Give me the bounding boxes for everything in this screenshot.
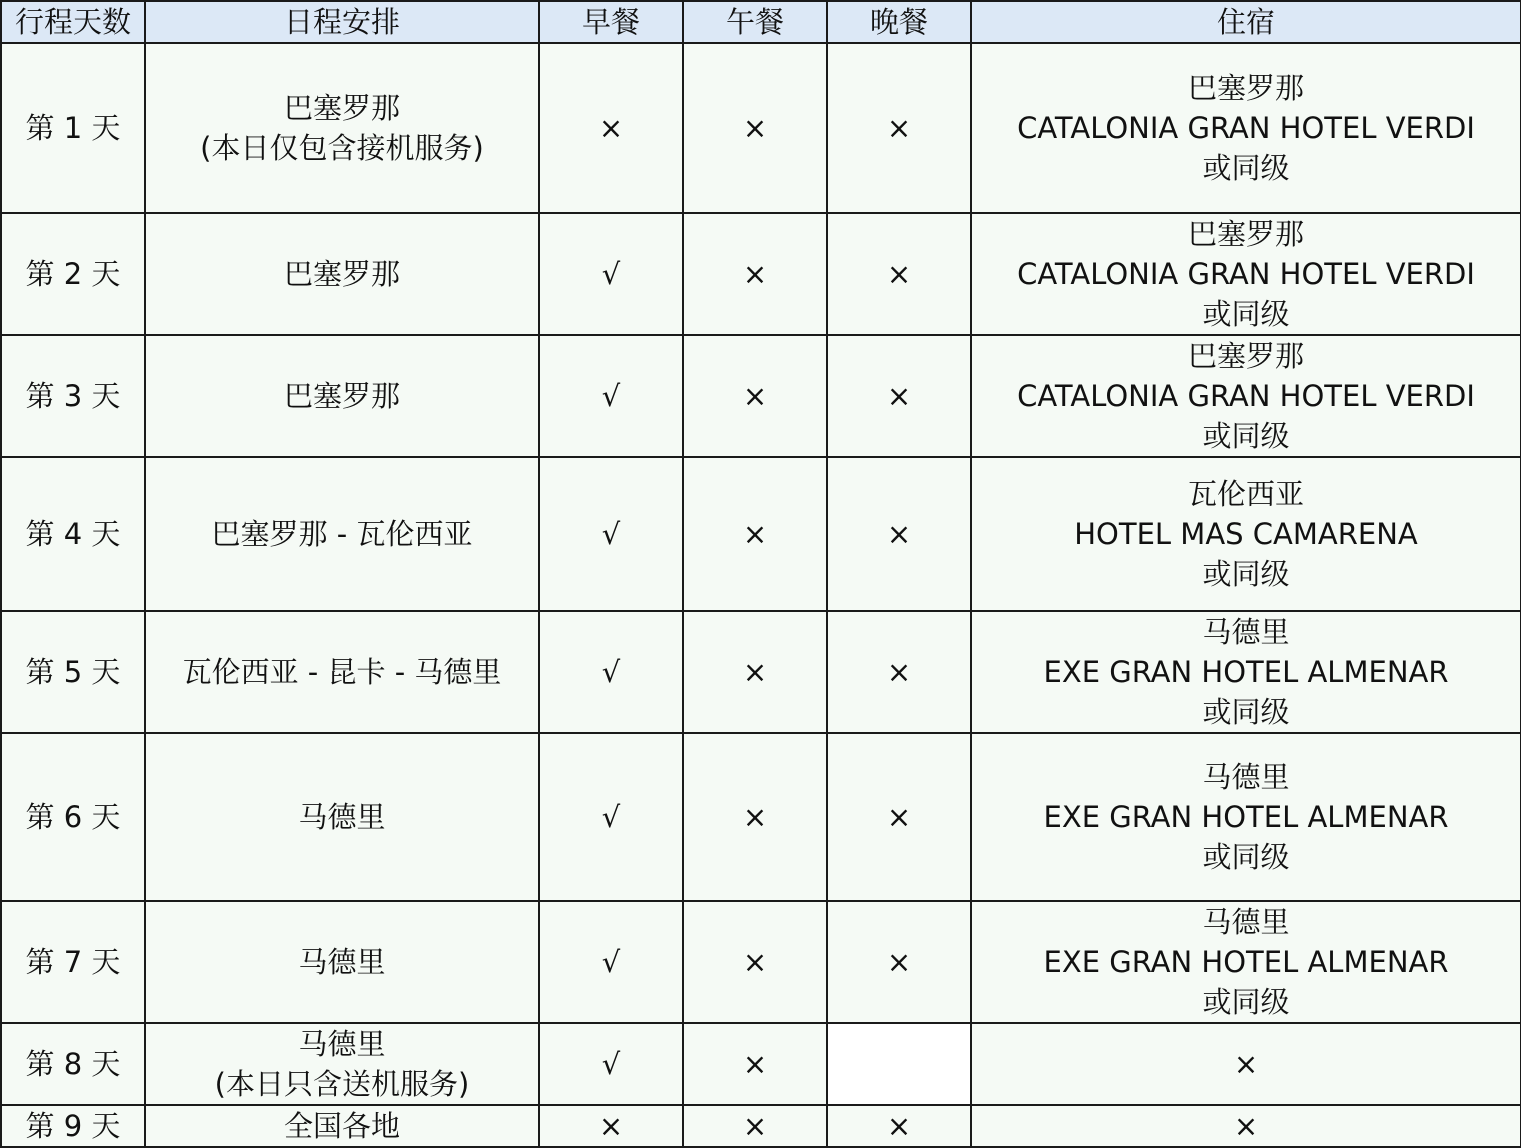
- lunch-cell: ×: [683, 1023, 827, 1105]
- day-cell: 第 5 天: [1, 611, 145, 733]
- hotel-name: HOTEL MAS CAMARENA: [1074, 517, 1418, 551]
- itinerary-cell: [145, 1105, 539, 1147]
- day-cell: 第 9 天: [1, 1105, 145, 1147]
- table-row: [1, 335, 1521, 457]
- itinerary-cell: [145, 457, 539, 611]
- hotel-cell: [971, 611, 1521, 733]
- header-row: [1, 1, 1521, 43]
- breakfast-cell: ×: [539, 43, 683, 213]
- itinerary-line: 巴塞罗那 - 瓦伦西亚: [211, 517, 473, 551]
- dinner-cell: ×: [827, 733, 971, 901]
- itinerary-cell: [145, 43, 539, 213]
- hotel-name: CATALONIA GRAN HOTEL VERDI: [1017, 111, 1475, 145]
- table-row: [1, 457, 1521, 611]
- dinner-cell: ×: [827, 611, 971, 733]
- hotel-note: 或同级: [1202, 695, 1290, 729]
- dinner-cell: ×: [827, 43, 971, 213]
- itinerary-cell: [145, 213, 539, 335]
- day-cell: 第 6 天: [1, 733, 145, 901]
- day-cell: 第 7 天: [1, 901, 145, 1023]
- table-row: [1, 43, 1521, 213]
- itinerary-line: 瓦伦西亚 - 昆卡 - 马德里: [182, 655, 502, 689]
- breakfast-cell: √: [539, 457, 683, 611]
- table-row: [1, 733, 1521, 901]
- dinner-cell: ×: [827, 457, 971, 611]
- hotel-name: EXE GRAN HOTEL ALMENAR: [1043, 800, 1449, 834]
- itinerary-line: 全国各地: [283, 1109, 400, 1143]
- breakfast-cell: √: [539, 213, 683, 335]
- itinerary-line: 马德里: [298, 1027, 386, 1061]
- table-row: [1, 1023, 1521, 1105]
- day-cell: 第 3 天: [1, 335, 145, 457]
- hotel-value: ×: [1233, 1047, 1259, 1081]
- header-itinerary: 日程安排: [145, 1, 539, 43]
- itinerary-cell: [145, 733, 539, 901]
- hotel-note: 或同级: [1202, 151, 1290, 185]
- breakfast-cell: ×: [539, 1105, 683, 1147]
- hotel-name: EXE GRAN HOTEL ALMENAR: [1043, 945, 1449, 979]
- hotel-name: CATALONIA GRAN HOTEL VERDI: [1017, 257, 1475, 291]
- breakfast-cell: √: [539, 611, 683, 733]
- breakfast-cell: √: [539, 733, 683, 901]
- table-row: [1, 1105, 1521, 1147]
- lunch-cell: ×: [683, 213, 827, 335]
- lunch-cell: ×: [683, 1105, 827, 1147]
- header-breakfast: 早餐: [539, 1, 683, 43]
- day-cell: 第 1 天: [1, 43, 145, 213]
- day-cell: 第 8 天: [1, 1023, 145, 1105]
- header-dinner: 晚餐: [827, 1, 971, 43]
- hotel-city: 瓦伦西亚: [1187, 477, 1304, 511]
- itinerary-line: 马德里: [298, 800, 386, 834]
- table-row: [1, 611, 1521, 733]
- hotel-note: 或同级: [1202, 840, 1290, 874]
- hotel-cell: [971, 901, 1521, 1023]
- hotel-cell: [971, 1105, 1521, 1147]
- table-row: [1, 213, 1521, 335]
- itinerary-cell: [145, 335, 539, 457]
- hotel-cell: [971, 213, 1521, 335]
- hotel-cell: [971, 43, 1521, 213]
- hotel-city: 巴塞罗那: [1187, 71, 1304, 105]
- header-day: 行程天数: [1, 1, 145, 43]
- itinerary-line: 巴塞罗那: [283, 91, 400, 125]
- hotel-note: 或同级: [1202, 297, 1290, 331]
- itinerary-line: 巴塞罗那: [283, 257, 400, 291]
- dinner-cell: [827, 1023, 971, 1105]
- lunch-cell: ×: [683, 733, 827, 901]
- hotel-cell: [971, 1023, 1521, 1105]
- itinerary-line: (本日只含送机服务): [214, 1067, 470, 1101]
- hotel-note: 或同级: [1202, 419, 1290, 453]
- hotel-cell: [971, 733, 1521, 901]
- itinerary-line: 巴塞罗那: [283, 379, 400, 413]
- dinner-cell: ×: [827, 901, 971, 1023]
- hotel-cell: [971, 457, 1521, 611]
- breakfast-cell: √: [539, 1023, 683, 1105]
- hotel-city: 巴塞罗那: [1187, 217, 1304, 251]
- day-cell: 第 2 天: [1, 213, 145, 335]
- itinerary-cell: [145, 901, 539, 1023]
- hotel-cell: [971, 335, 1521, 457]
- hotel-city: 马德里: [1202, 905, 1290, 939]
- lunch-cell: ×: [683, 457, 827, 611]
- hotel-city: 马德里: [1202, 760, 1290, 794]
- itinerary-cell: [145, 611, 539, 733]
- table-row: [1, 901, 1521, 1023]
- dinner-cell: ×: [827, 1105, 971, 1147]
- lunch-cell: ×: [683, 335, 827, 457]
- itinerary-cell: [145, 1023, 539, 1105]
- hotel-name: EXE GRAN HOTEL ALMENAR: [1043, 655, 1449, 689]
- dinner-cell: ×: [827, 213, 971, 335]
- hotel-city: 巴塞罗那: [1187, 339, 1304, 373]
- header-lunch: 午餐: [683, 1, 827, 43]
- lunch-cell: ×: [683, 901, 827, 1023]
- dinner-cell: ×: [827, 335, 971, 457]
- breakfast-cell: √: [539, 335, 683, 457]
- hotel-note: 或同级: [1202, 985, 1290, 1019]
- hotel-name: CATALONIA GRAN HOTEL VERDI: [1017, 379, 1475, 413]
- breakfast-cell: √: [539, 901, 683, 1023]
- lunch-cell: ×: [683, 611, 827, 733]
- hotel-city: 马德里: [1202, 615, 1290, 649]
- hotel-value: ×: [1233, 1109, 1259, 1143]
- header-hotel: 住宿: [971, 1, 1521, 43]
- itinerary-line: 马德里: [298, 945, 386, 979]
- lunch-cell: ×: [683, 43, 827, 213]
- hotel-note: 或同级: [1202, 557, 1290, 591]
- day-cell: 第 4 天: [1, 457, 145, 611]
- itinerary-line: (本日仅包含接机服务): [200, 131, 484, 165]
